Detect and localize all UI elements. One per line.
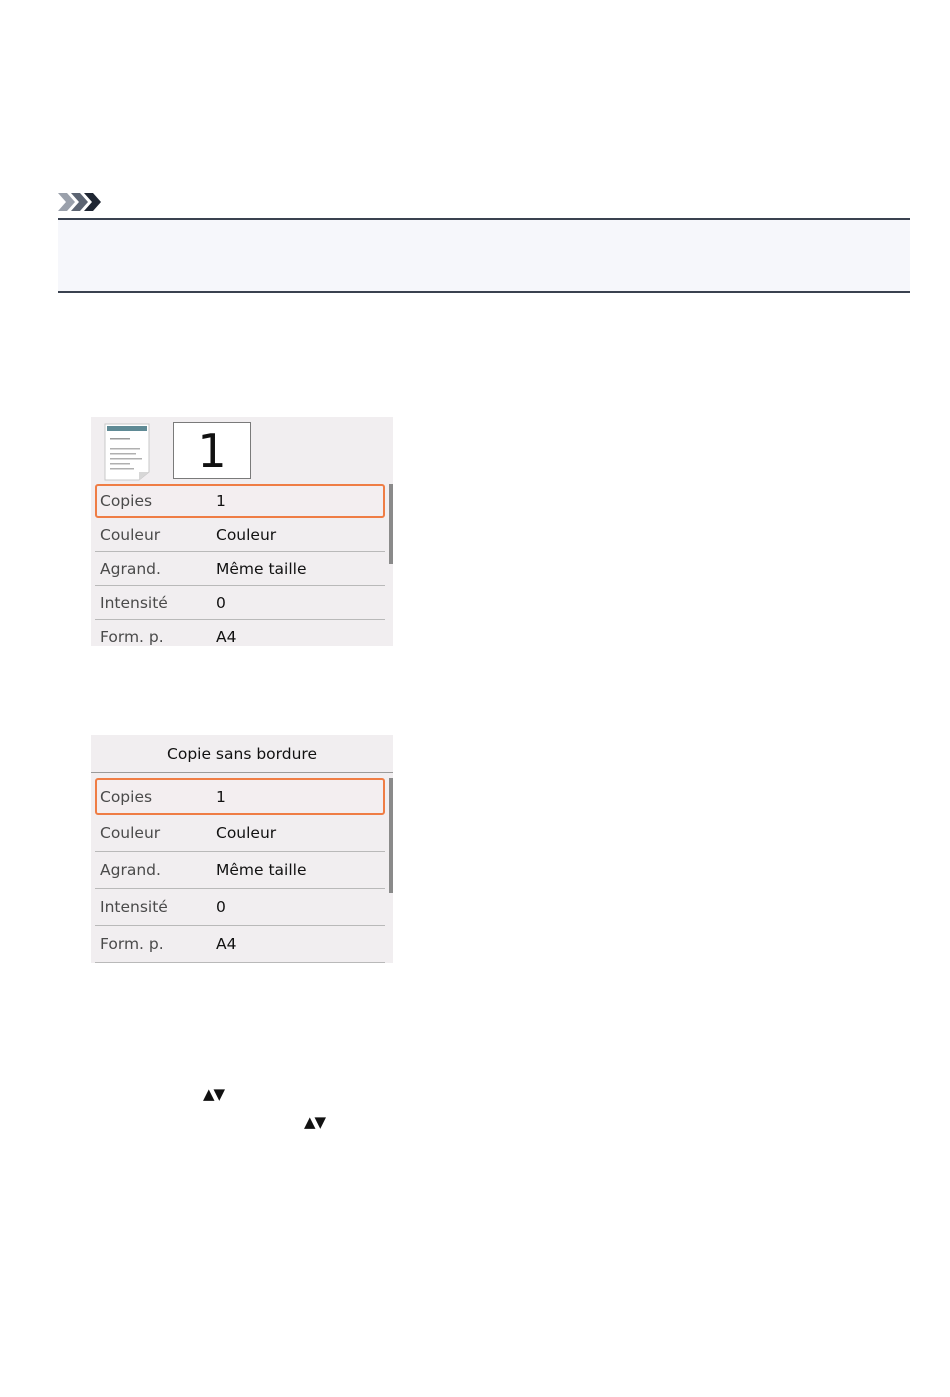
setting-label: Couleur bbox=[100, 525, 161, 544]
setting-row-form-p[interactable] bbox=[95, 620, 385, 646]
note-box bbox=[58, 218, 910, 293]
up-down-arrows-icon: ▲▼ bbox=[304, 1113, 326, 1131]
setting-row-couleur[interactable] bbox=[95, 518, 385, 552]
setting-label: Intensité bbox=[100, 593, 168, 612]
setting-value: 0 bbox=[216, 898, 226, 916]
copy-count-display[interactable]: 1 bbox=[173, 422, 251, 479]
setting-row-couleur[interactable] bbox=[95, 815, 385, 852]
setting-row-form-p[interactable] bbox=[95, 926, 385, 963]
setting-label: Agrand. bbox=[100, 861, 161, 879]
setting-value: 1 bbox=[216, 492, 226, 510]
setting-row-agrand[interactable] bbox=[95, 852, 385, 889]
setting-label: Couleur bbox=[100, 824, 161, 842]
panel-title: Copie sans bordure bbox=[91, 735, 393, 773]
setting-label: Agrand. bbox=[100, 559, 161, 578]
setting-value: Même taille bbox=[216, 559, 307, 578]
setting-row-copies[interactable] bbox=[95, 484, 385, 518]
scrollbar[interactable] bbox=[389, 778, 393, 893]
setting-value: 1 bbox=[216, 787, 226, 806]
document-icon[interactable] bbox=[103, 422, 151, 482]
up-down-arrows-icon: ▲▼ bbox=[203, 1085, 225, 1103]
setting-label: Copies bbox=[100, 492, 153, 510]
setting-label: Form. p. bbox=[100, 627, 164, 646]
setting-value: 0 bbox=[216, 593, 226, 612]
setting-value: Couleur bbox=[216, 824, 277, 842]
scrollbar[interactable] bbox=[389, 484, 393, 564]
setting-row-copies[interactable] bbox=[95, 778, 385, 815]
setting-value: Couleur bbox=[216, 525, 277, 544]
setting-value: A4 bbox=[216, 627, 237, 646]
setting-label: Form. p. bbox=[100, 935, 164, 953]
setting-row-agrand[interactable] bbox=[95, 552, 385, 586]
borderless-copy-panel bbox=[91, 735, 393, 963]
setting-value: A4 bbox=[216, 935, 237, 953]
copy-settings-panel bbox=[91, 417, 393, 646]
note-chevrons-icon bbox=[58, 193, 104, 211]
setting-row-intensite[interactable] bbox=[95, 889, 385, 926]
settings-list bbox=[95, 778, 385, 963]
setting-label: Copies bbox=[100, 787, 153, 806]
setting-row-intensite[interactable] bbox=[95, 586, 385, 620]
settings-list bbox=[95, 484, 385, 646]
setting-value: Même taille bbox=[216, 861, 307, 879]
setting-label: Intensité bbox=[100, 898, 168, 916]
